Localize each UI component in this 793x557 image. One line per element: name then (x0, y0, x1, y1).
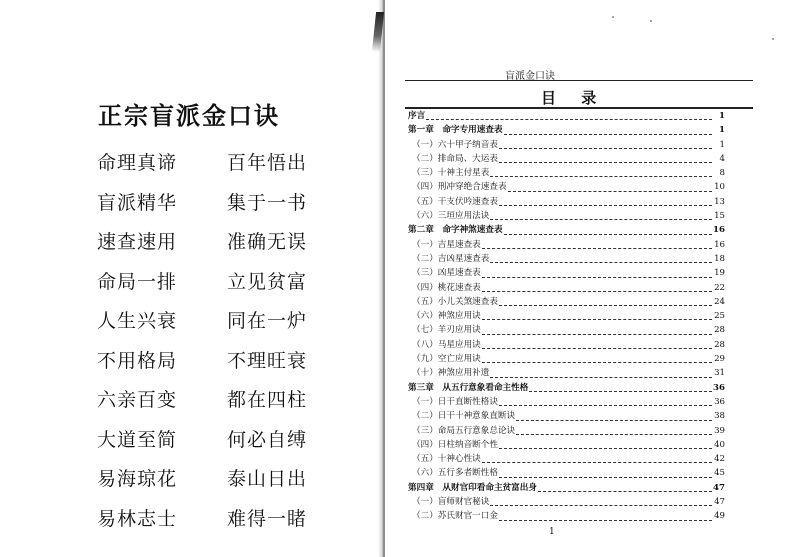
verse-line-b: 不理旺衰 (226, 349, 307, 372)
toc-entry (408, 424, 725, 438)
toc-entry (408, 466, 725, 480)
toc-entry-page: 45 (714, 468, 725, 479)
left-page (0, 0, 385, 557)
toc-leader (499, 477, 712, 478)
verse-line-a: 不用格局 (97, 349, 178, 372)
toc-entry-title: （五）十神心性诀 (412, 454, 481, 465)
toc-leader (482, 277, 712, 278)
verse-line-a: 盲派精华 (97, 191, 178, 214)
toc-entry (408, 295, 725, 309)
toc-entry (408, 409, 725, 423)
toc-leader (516, 434, 712, 435)
toc-leader (482, 362, 712, 363)
toc-leader (499, 448, 712, 449)
toc-entry-title: （三）十神主付星表 (412, 168, 490, 179)
toc-entry-title: （一）盲师财官秘诀 (412, 497, 490, 508)
toc-entry-title: （五）干支伏吟速查表 (412, 196, 498, 207)
toc-entry-page: 19 (714, 268, 725, 279)
toc-heading: 目 录 (541, 89, 607, 107)
toc-entry-title: （一）六十甲子纳音表 (412, 139, 498, 150)
toc-entry-title: （六）神煞应用诀 (412, 311, 481, 322)
toc-entry-page: 49 (714, 511, 725, 522)
scan-speck (772, 38, 774, 40)
toc-entry-page: 8 (719, 168, 725, 179)
toc-leader (504, 234, 712, 235)
toc-entry-page: 1 (719, 111, 725, 121)
toc-leader (482, 334, 712, 335)
toc-entry-title: （七）羊刃应用诀 (412, 325, 481, 336)
toc-entry-title: （二）吉凶星速查表 (412, 253, 490, 264)
toc-leader (508, 191, 712, 192)
toc-entry (408, 223, 725, 237)
toc-entry-page: 42 (714, 454, 725, 465)
toc-entry-title: 序言 (408, 111, 426, 121)
toc-entry (408, 509, 725, 523)
toc-entry (408, 252, 725, 266)
toc-leader (482, 348, 712, 349)
verse-row (97, 346, 307, 373)
toc-entry-title: （五）小儿关煞速查表 (412, 296, 498, 307)
toc-entry (408, 138, 725, 152)
toc-entry (408, 123, 725, 137)
toc-entry-title: （四）刑冲穿绝合速查表 (412, 182, 507, 193)
toc-entry-page: 10 (714, 182, 725, 193)
verse-line-b: 难得一睹 (226, 507, 307, 530)
toc-entry (408, 338, 725, 352)
toc-entry (408, 266, 725, 280)
toc-entry-page: 16 (713, 225, 725, 236)
toc-leader (504, 134, 712, 135)
header-rule (405, 80, 753, 81)
toc-entry-title: （十）神煞应用补遗 (412, 368, 490, 379)
toc-leader (490, 505, 712, 506)
toc-entry-title: （一）日干直断性格诀 (412, 396, 498, 407)
running-head: 盲派金口诀 (505, 71, 555, 82)
toc-entry-page: 4 (719, 153, 725, 164)
toc-leader (426, 119, 712, 120)
table-of-contents (408, 109, 725, 524)
toc-entry-title: 第二章 命字神煞速查表 (408, 225, 503, 236)
toc-entry-page: 22 (714, 282, 725, 293)
toc-leader (516, 420, 712, 421)
verse-row (97, 227, 307, 254)
toc-entry-page: 39 (714, 425, 725, 436)
toc-entry-page: 1 (719, 125, 725, 136)
toc-entry-page: 38 (714, 411, 725, 422)
verse-row (97, 425, 307, 452)
toc-entry-page: 24 (714, 296, 725, 307)
toc-leader (490, 377, 712, 378)
verse-row (97, 464, 307, 491)
toc-entry (408, 152, 725, 166)
toc-entry (408, 352, 725, 366)
toc-leader (482, 291, 712, 292)
toc-entry-page: 28 (714, 325, 725, 336)
verse-row (97, 504, 307, 531)
toc-entry-page: 29 (714, 354, 725, 365)
toc-entry-page: 25 (714, 311, 725, 322)
verse-line-a: 人生兴衰 (97, 310, 178, 332)
verse-line-a: 大道至简 (97, 428, 178, 451)
verse-line-b: 泰山日出 (226, 468, 307, 490)
verse-line-b: 同在一炉 (226, 310, 307, 332)
page-number: 1 (549, 527, 555, 537)
toc-entry (408, 109, 725, 123)
toc-entry-title: （九）空亡应用诀 (412, 354, 481, 365)
toc-leader (482, 248, 712, 249)
toc-entry-page: 1 (719, 139, 725, 150)
toc-entry-title: （三）命局五行意象总论诀 (412, 425, 516, 436)
toc-entry (408, 438, 725, 452)
verse-line-b: 立见贫富 (226, 270, 307, 293)
toc-leader (499, 405, 712, 406)
book-title: 正宗盲派金口诀 (98, 102, 280, 130)
toc-entry (408, 180, 725, 194)
toc-entry-page: 18 (714, 253, 725, 264)
toc-entry (408, 381, 725, 395)
scan-speck (612, 16, 614, 18)
toc-entry (408, 195, 725, 209)
right-page (385, 0, 793, 557)
toc-entry-page: 13 (714, 196, 725, 207)
toc-entry-page: 16 (714, 239, 725, 250)
toc-entry-page: 31 (714, 368, 725, 379)
verse-line-b: 准确无误 (226, 231, 307, 253)
toc-entry-title: 第三章 从五行意象看命主性格 (408, 382, 529, 393)
toc-entry-title: （四）桃花速查表 (412, 282, 481, 293)
toc-entry-title: （八）马星应用诀 (412, 339, 481, 350)
verse-line-b: 集于一书 (226, 191, 307, 214)
toc-entry-title: 第一章 命字专用速查表 (408, 125, 503, 136)
toc-entry (408, 495, 725, 509)
toc-entry-page: 47 (714, 497, 725, 508)
verse-row (97, 385, 307, 412)
toc-entry-page: 36 (713, 382, 725, 393)
toc-leader (490, 262, 712, 263)
toc-leader (490, 219, 712, 220)
toc-entry-title: （六）五行多者断性格 (412, 468, 498, 479)
toc-entry-page: 36 (714, 396, 725, 407)
verse-line-a: 速查速用 (97, 231, 178, 253)
toc-leader (499, 162, 712, 163)
verse-line-a: 六亲百变 (97, 389, 178, 411)
toc-entry (408, 209, 725, 223)
scan-speck (650, 20, 652, 22)
toc-leader (490, 176, 712, 177)
verse-line-a: 命理真谛 (97, 152, 178, 174)
toc-entry-page: 28 (714, 339, 725, 350)
toc-entry-title: （四）日柱纳音断个性 (412, 439, 498, 450)
toc-entry (408, 281, 725, 295)
toc-entry-title: （六）三垣应用法诀 (412, 211, 490, 222)
toc-entry-title: （二）日干十神意象直断诀 (412, 411, 516, 422)
toc-entry (408, 395, 725, 409)
toc-entry (408, 481, 725, 495)
toc-entry-title: （二）排命局、大运表 (412, 153, 498, 164)
verse-line-a: 易海琼花 (97, 468, 178, 490)
toc-entry (408, 452, 725, 466)
verse-line-b: 百年悟出 (226, 152, 307, 174)
verse-row (97, 267, 307, 294)
toc-leader (538, 491, 712, 492)
toc-leader (499, 305, 712, 306)
verse-row (97, 148, 307, 175)
toc-entry-page: 15 (714, 211, 725, 222)
verse-line-a: 命局一排 (97, 270, 178, 293)
toc-leader (499, 520, 712, 521)
toc-entry-title: （二）苏氏财官一口金 (412, 511, 498, 522)
toc-entry-title: （三）凶星速查表 (412, 268, 481, 279)
verse-line-a: 易林志士 (97, 507, 178, 530)
toc-entry-title: 第四章 从财官印看命主贫富出身 (408, 482, 537, 493)
toc-entry-page: 47 (713, 482, 725, 493)
toc-leader (499, 148, 712, 149)
toc-entry (408, 366, 725, 380)
verse-row (97, 306, 307, 333)
toc-entry-title: （一）吉星速查表 (412, 239, 481, 250)
toc-leader (482, 319, 712, 320)
toc-entry (408, 166, 725, 180)
toc-entry (408, 238, 725, 252)
toc-leader (482, 462, 712, 463)
verse-line-b: 何必自缚 (226, 428, 307, 451)
toc-entry (408, 309, 725, 323)
toc-entry (408, 323, 725, 337)
verse-row (97, 188, 307, 215)
toc-leader (529, 391, 712, 392)
toc-leader (499, 205, 712, 206)
toc-entry-page: 40 (714, 439, 725, 450)
verse-line-b: 都在四柱 (226, 389, 307, 411)
